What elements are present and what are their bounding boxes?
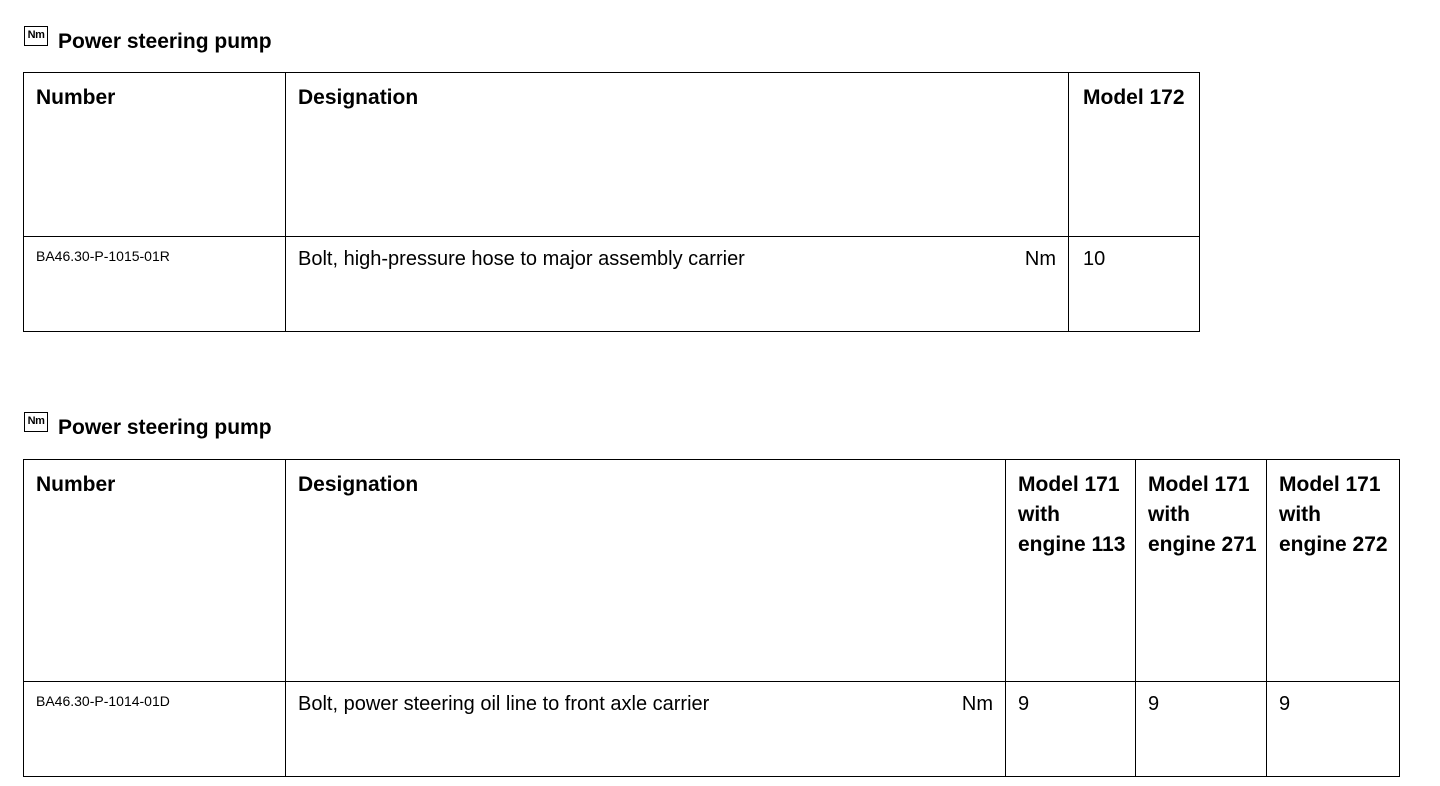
header-model: Model 171 with engine 272 bbox=[1267, 460, 1400, 682]
section-title: Power steering pump bbox=[58, 416, 272, 439]
unit-label: Nm bbox=[1024, 248, 1056, 270]
torque-value: 10 bbox=[1069, 237, 1200, 332]
header-model: Model 171 with engine 113 bbox=[1006, 460, 1136, 682]
part-number: BA46.30-P-1015-01R bbox=[24, 237, 286, 332]
table-header-row bbox=[24, 73, 1200, 237]
header-number: Number bbox=[24, 460, 286, 682]
table-row bbox=[24, 237, 1200, 332]
unit-label: Nm bbox=[961, 693, 993, 715]
torque-nm-icon: Nm bbox=[24, 26, 48, 46]
section-heading bbox=[24, 416, 272, 440]
table-row bbox=[24, 682, 1400, 777]
torque-value: 9 bbox=[1267, 682, 1400, 777]
torque-table bbox=[23, 72, 1200, 332]
header-model: Model 172 bbox=[1069, 73, 1200, 237]
torque-value: 9 bbox=[1006, 682, 1136, 777]
torque-table bbox=[23, 459, 1400, 777]
header-designation: Designation bbox=[286, 73, 1069, 237]
section-title: Power steering pump bbox=[58, 30, 272, 53]
designation-cell bbox=[286, 682, 1006, 777]
header-designation: Designation bbox=[286, 460, 1006, 682]
table-header-row bbox=[24, 460, 1400, 682]
section-heading bbox=[24, 30, 272, 54]
header-model: Model 171 with engine 271 bbox=[1136, 460, 1267, 682]
designation-cell bbox=[286, 237, 1069, 332]
part-number: BA46.30-P-1014-01D bbox=[24, 682, 286, 777]
header-number: Number bbox=[24, 73, 286, 237]
torque-nm-icon: Nm bbox=[24, 412, 48, 432]
designation-text: Bolt, high-pressure hose to major assembly carrier bbox=[298, 248, 745, 270]
designation-text: Bolt, power steering oil line to front axle carrier bbox=[298, 693, 710, 715]
torque-value: 9 bbox=[1136, 682, 1267, 777]
